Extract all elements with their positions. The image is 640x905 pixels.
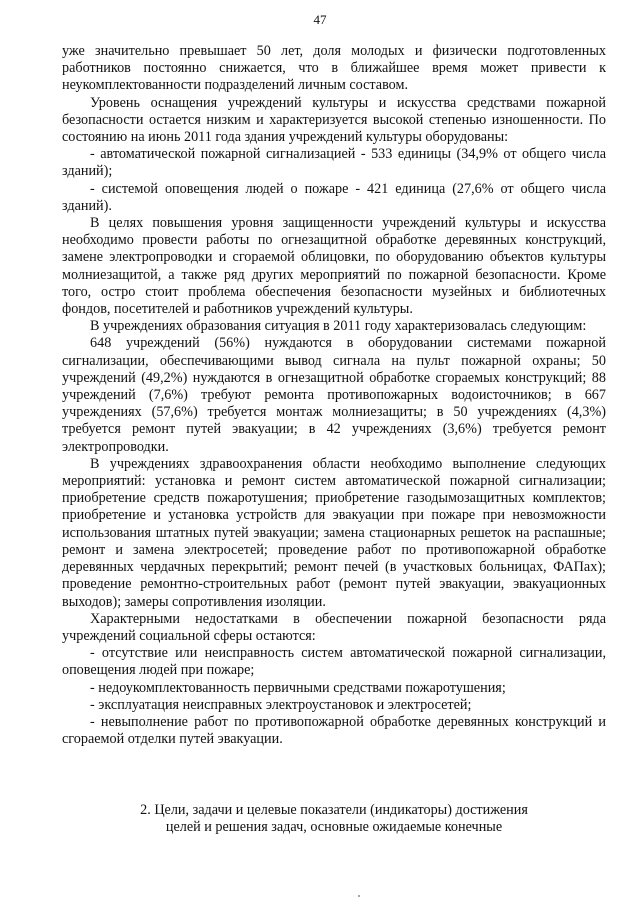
paragraph: уже значительно превышает 50 лет, доля молодых и физически подготовленных работников постоянно снижается, что в ближайшее время может привести к неукомплектованности подразделений личным составом. xyxy=(62,43,606,94)
paragraph: В учреждениях образования ситуация в 2011 году характеризовалась следующим: xyxy=(90,318,587,335)
list-item: - эксплуатация неисправных электроустановок и электросетей; xyxy=(90,696,472,713)
section-heading xyxy=(62,802,606,836)
list-item: - отсутствие или неисправность систем автоматической пожарной сигнализации, оповещения людей при пожаре; xyxy=(62,645,606,679)
paragraph: Уровень оснащения учреждений культуры и искусства средствами пожарной безопасности остается низким и характеризуется высокой степенью изношенности. По состоянию на июнь 2011 года здания учреждений культуры оборудованы: xyxy=(62,94,606,146)
list-item: - невыполнение работ по противопожарной обработке деревянных конструкций и сгораемой отделки путей эвакуации. xyxy=(62,713,606,748)
section-heading-line: 2. Цели, задачи и целевые показатели (индикаторы) достижения xyxy=(140,802,528,818)
paragraph: В учреждениях здравоохранения области необходимо выполнение следующих мероприятий: установка и ремонт систем автоматической пожарной сигнализации; приобретение средств пожаротушения; приобретение газодымозащитных комплектов; приобретение и установка устройств для эвакуации при пожаре при невозможности использования штатных путей эвакуации; замена стационарных решеток на распашные; ремонт и замена электросетей; проведение работ по противопожарной обработке деревянных чердачных перекрытий; ремонт печей (в участковых больницах, ФАПах); проведение ремонтно-строительных работ (ремонт путей эвакуации, эвакуационных выходов); замеры сопротивления изоляции. xyxy=(62,455,606,610)
section-heading-line: целей и решения задач, основные ожидаемые конечные xyxy=(165,819,503,836)
paragraph: В целях повышения уровня защищенности учреждений культуры и искусства необходимо провести работы по огнезащитной обработке деревянных конструкций, замене электропроводки и сгораемой облицовки, по оборудованию объектов культуры молниезащитой, а также ряд других мероприятий по пожарной безопасности. Кроме того, остро стоит проблема обеспечения безопасности музейных и библиотечных фондов, посетителей и работников учреждений культуры. xyxy=(62,215,606,318)
list-item: - недоукомплектованность первичными средствами пожаротушения; xyxy=(90,679,506,696)
body-text xyxy=(62,43,606,748)
page-number: 47 xyxy=(313,12,327,27)
scan-artifact xyxy=(358,895,360,897)
list-item: - системой оповещения людей о пожаре - 421 единица (27,6% от общего числа зданий). xyxy=(62,180,606,214)
paragraph: Характерными недостатками в обеспечении пожарной безопасности ряда учреждений социальной сферы остаются: xyxy=(62,610,606,644)
list-item: - автоматической пожарной сигнализацией - 533 единицы (34,9% от общего числа зданий); xyxy=(62,146,606,180)
paragraph: 648 учреждений (56%) нуждаются в оборудовании системами пожарной сигнализации, обеспечивающими вывод сигнала на пульт пожарной охраны; 50 учреждений (49,2%) нуждаются в огнезащитной обработке сгораемых конструкций; 88 учреждений (7,6%) требуют ремонта противопожарных водоисточников; в 667 учреждениях (57,6%) требуется монтаж молниезащиты; в 50 учреждениях (4,3%) требуется ремонт путей эвакуации; в 42 учреждениях (3,6%) требуется ремонт электропроводки. xyxy=(62,335,606,455)
